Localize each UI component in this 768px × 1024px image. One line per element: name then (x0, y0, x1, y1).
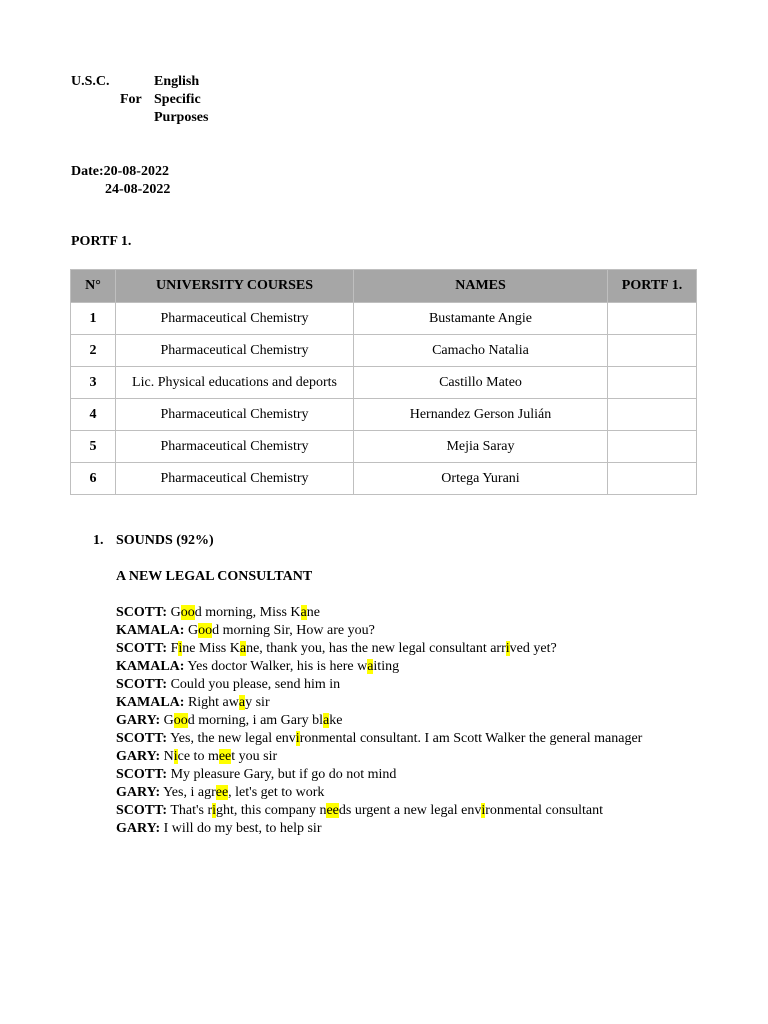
section-number: 1. (93, 533, 104, 548)
table-header-row (71, 270, 697, 303)
dialogue-line (116, 604, 642, 622)
dialogue-text: F (167, 641, 179, 656)
dialogue-text: d morning, i am Gary bl (187, 713, 324, 728)
highlighted-sound: oo (180, 605, 195, 620)
speaker-label: SCOTT: (116, 641, 168, 656)
date-second: 24-08-2022 (105, 182, 171, 197)
speaker-label: KAMALA: (116, 659, 185, 674)
row-name: Bustamante Angie (354, 303, 608, 335)
dialogue-text: My pleasure Gary, but if go do not mind (167, 767, 397, 782)
dialogue-text: Could you please, send him in (167, 677, 341, 692)
subject-line-english: English (154, 74, 200, 89)
dialogue-text: Yes doctor Walker, his is here w (184, 659, 368, 674)
dialogue-line (116, 658, 642, 676)
highlighted-sound: ee (218, 749, 232, 764)
column-header-portf: PORTF 1. (608, 270, 697, 303)
highlighted-sound: i (173, 749, 178, 764)
highlighted-sound: i (178, 641, 183, 656)
section-heading (93, 533, 214, 549)
row-course: Pharmaceutical Chemistry (116, 399, 354, 431)
subject-block (154, 73, 208, 127)
dialogue-text: Yes, i agr (160, 785, 216, 800)
row-portf (608, 431, 697, 463)
dialogue-text: ne Miss K (182, 641, 240, 656)
dialogue-text: y sir (245, 695, 270, 710)
dialogue-line (116, 784, 642, 802)
dialogue-text: t you sir (231, 749, 278, 764)
subject-line-purposes: Purposes (154, 110, 209, 125)
section-title: SOUNDS (92%) (116, 533, 214, 548)
row-course: Pharmaceutical Chemistry (116, 335, 354, 367)
row-number: 1 (71, 303, 116, 335)
date-label: Date:20-08-2022 (71, 164, 169, 179)
dialogue-line (116, 820, 642, 838)
highlighted-sound: ee (215, 785, 229, 800)
row-name: Camacho Natalia (354, 335, 608, 367)
dialogue-text: G (160, 713, 174, 728)
subject-prefix: For (120, 92, 142, 107)
row-name: Ortega Yurani (354, 463, 608, 495)
dialogue-line (116, 730, 642, 748)
row-portf (608, 463, 697, 495)
row-number: 3 (71, 367, 116, 399)
row-name: Mejia Saray (354, 431, 608, 463)
row-name: Hernandez Gerson Julián (354, 399, 608, 431)
dialogue-text: d morning Sir, How are you? (212, 623, 375, 638)
subject-line-specific: Specific (154, 92, 201, 107)
row-course: Pharmaceutical Chemistry (116, 463, 354, 495)
dialogue-line (116, 694, 642, 712)
highlighted-sound: a (239, 641, 247, 656)
dialogue-text: iting (373, 659, 400, 674)
table-row (71, 367, 697, 399)
speaker-label: KAMALA: (116, 695, 185, 710)
highlighted-sound: i (481, 803, 486, 818)
dialogue-text: Yes, the new legal env (167, 731, 296, 746)
column-header-number: N° (71, 270, 116, 303)
dialogue-title: A NEW LEGAL CONSULTANT (116, 569, 313, 584)
speaker-label: SCOTT: (116, 767, 168, 782)
dialogue-text: ke (329, 713, 343, 728)
dialogue-line (116, 712, 642, 730)
highlighted-sound: i (505, 641, 510, 656)
highlighted-sound: ee (326, 803, 339, 818)
row-name: Castillo Mateo (354, 367, 608, 399)
dialogue-text: ne (306, 605, 320, 620)
dialogue-text: ght, this company n (216, 803, 327, 818)
dialogue-text: G (184, 623, 199, 638)
speaker-label: GARY: (116, 821, 161, 836)
table-row (71, 303, 697, 335)
dialogue-line (116, 748, 642, 766)
highlighted-sound: a (367, 659, 374, 674)
speaker-label: SCOTT: (116, 677, 168, 692)
highlighted-sound: oo (198, 623, 213, 638)
row-number: 6 (71, 463, 116, 495)
dialogue-text: d morning, Miss K (194, 605, 301, 620)
speaker-label: SCOTT: (116, 605, 168, 620)
students-table (70, 269, 697, 495)
dialogue-line (116, 640, 642, 658)
dialogue-line (116, 766, 642, 784)
dialogue-text: I will do my best, to help sir (160, 821, 322, 836)
table-row (71, 463, 697, 495)
row-number: 2 (71, 335, 116, 367)
highlighted-sound: i (212, 803, 217, 818)
institution-label: U.S.C. (71, 74, 110, 89)
dialogue-text: , let's get to work (228, 785, 325, 800)
dialogue-text: ved yet? (509, 641, 557, 656)
portfolio-label: PORTF 1. (71, 234, 132, 249)
dialogue-text: N (160, 749, 174, 764)
row-portf (608, 335, 697, 367)
row-number: 5 (71, 431, 116, 463)
row-portf (608, 303, 697, 335)
row-course: Pharmaceutical Chemistry (116, 303, 354, 335)
column-header-names: NAMES (354, 270, 608, 303)
highlighted-sound: a (238, 695, 246, 710)
dialogue-line (116, 802, 642, 820)
speaker-label: GARY: (116, 749, 161, 764)
table-row (71, 431, 697, 463)
dialogue-text: G (167, 605, 181, 620)
column-header-courses: UNIVERSITY COURSES (116, 270, 354, 303)
dialogue (116, 604, 642, 838)
dialogue-text: ronmental consultant (485, 803, 604, 818)
dialogue-text: ce to m (177, 749, 219, 764)
speaker-label: GARY: (116, 785, 161, 800)
highlighted-sound: oo (173, 713, 188, 728)
dialogue-text: ds urgent a new legal env (338, 803, 482, 818)
dialogue-text: ronmental consultant. I am Scott Walker the general manager (299, 731, 643, 746)
dialogue-text: Right aw (184, 695, 239, 710)
dialogue-line (116, 622, 642, 640)
highlighted-sound: i (295, 731, 300, 746)
row-portf (608, 399, 697, 431)
dialogue-text: That's r (167, 803, 213, 818)
row-course: Lic. Physical educations and deports (116, 367, 354, 399)
dialogue-line (116, 676, 642, 694)
row-course: Pharmaceutical Chemistry (116, 431, 354, 463)
row-portf (608, 367, 697, 399)
highlighted-sound: a (323, 713, 330, 728)
table-row (71, 399, 697, 431)
row-number: 4 (71, 399, 116, 431)
highlighted-sound: a (300, 605, 307, 620)
table-row (71, 335, 697, 367)
dialogue-text: ne, thank you, has the new legal consultant arr (246, 641, 506, 656)
speaker-label: GARY: (116, 713, 161, 728)
speaker-label: KAMALA: (116, 623, 185, 638)
speaker-label: SCOTT: (116, 731, 168, 746)
speaker-label: SCOTT: (116, 803, 168, 818)
